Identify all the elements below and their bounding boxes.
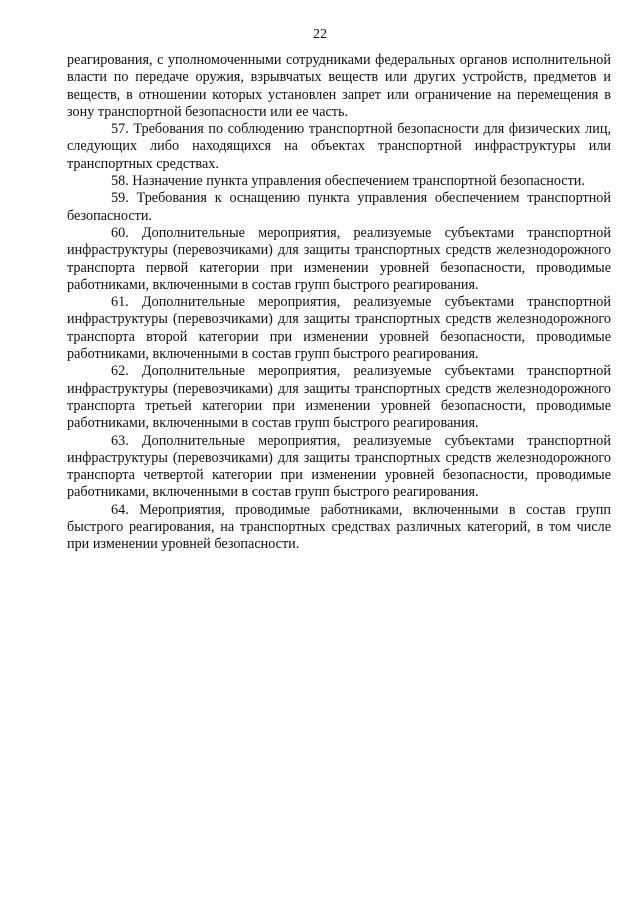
page-number: 22 (313, 27, 327, 42)
paragraph-57: 57. Требования по соблюдению транспортной безопасности для физических лиц, следующих либо находящихся на объектах транспортной инфраструктуры или транспортных средствах. (67, 121, 611, 172)
paragraph-64: 64. Мероприятия, проводимые работниками, включенными в состав групп быстрого реагирования, на транспортных средствах различных категорий, в том числе при изменении уровней безопасности. (67, 501, 611, 553)
paragraph-58: 58. Назначение пункта управления обеспечением транспортной безопасности. (111, 173, 585, 190)
paragraph-60: 60. Дополнительные мероприятия, реализуемые субъектами транспортной инфраструктуры (перевозчиками) для защиты транспортных средств железнодорожного транспорта первой категории при изменении уровней безопасности, проводимые работниками, включенными в состав групп быстрого реагирования. (67, 224, 611, 293)
paragraph-61: 61. Дополнительные мероприятия, реализуемые субъектами транспортной инфраструктуры (перевозчиками) для защиты транспортных средств железнодорожного транспорта второй категории при изменении уровней безопасности, проводимые работниками, включенными в состав групп быстрого реагирования. (67, 294, 611, 363)
paragraph-59: 59. Требования к оснащению пункта управления обеспечением транспортной безопасности. (67, 190, 611, 224)
paragraph-62: 62. Дополнительные мероприятия, реализуемые субъектами транспортной инфраструктуры (перевозчиками) для защиты транспортных средств железнодорожного транспорта третьей категории при изменении уровней безопасности, проводимые работниками, включенными в состав групп быстрого реагирования. (67, 363, 611, 432)
document-body (67, 52, 611, 554)
paragraph-63: 63. Дополнительные мероприятия, реализуемые субъектами транспортной инфраструктуры (перевозчиками) для защиты транспортных средств железнодорожного транспорта четвертой категории при изменении уровней безопасности, проводимые работниками, включенными в состав групп быстрого реагирования. (67, 432, 611, 501)
paragraph-continuation: реагирования, с уполномоченными сотрудниками федеральных органов исполнительной власти по передаче оружия, взрывчатых веществ или других устройств, предметов и веществ, в отношении которых установлен запрет или ограничение на перемещения в зону транспортной безопасности или ее часть. (67, 52, 611, 120)
